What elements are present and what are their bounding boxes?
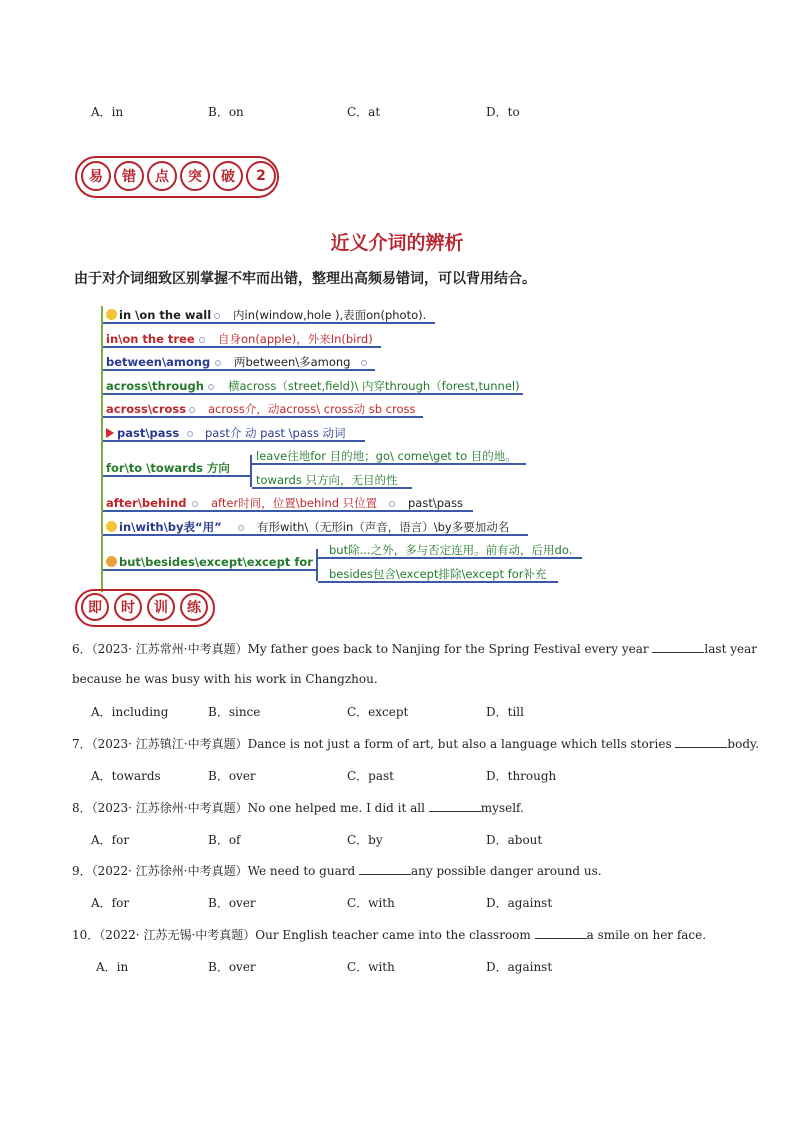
smile-icon bbox=[106, 521, 117, 532]
question-number: 7．（2023· 江苏镇江·中考真题） bbox=[72, 737, 248, 751]
question-number: 8．（2023· 江苏徐州·中考真题） bbox=[72, 801, 248, 815]
badge-char: 破 bbox=[213, 161, 243, 191]
option-d: D．to bbox=[486, 105, 520, 119]
connector-dot bbox=[361, 360, 367, 366]
mindmap-node: across\cross bbox=[106, 402, 187, 416]
branch-line bbox=[103, 416, 423, 418]
question-text: Our English teacher came into the classroom bbox=[255, 928, 535, 942]
option-b: B．of bbox=[208, 833, 241, 847]
mindmap-spine bbox=[101, 306, 103, 592]
option-a: A．for bbox=[91, 833, 130, 847]
option-a: A．in bbox=[91, 105, 124, 119]
question-text: myself. bbox=[480, 801, 524, 815]
connector-dot bbox=[192, 501, 198, 507]
connector-dot bbox=[189, 407, 195, 413]
mindmap-node: after\behind bbox=[106, 496, 187, 510]
badge-char: 点 bbox=[147, 161, 177, 191]
option-a: A．for bbox=[91, 896, 130, 910]
node-description: across介，动across\ cross动 sb cross bbox=[208, 402, 416, 416]
question-6-line2: because he was busy with his work in Changzhou. bbox=[72, 672, 378, 686]
option-b: B．on bbox=[208, 105, 244, 119]
node-label: in\with\by表“用” bbox=[119, 520, 222, 534]
branch-line bbox=[103, 510, 473, 512]
question-text: any possible danger around us. bbox=[410, 864, 602, 878]
question-6 bbox=[72, 640, 757, 657]
answer-blank[interactable] bbox=[359, 863, 411, 875]
option-d: D．through bbox=[486, 769, 557, 783]
smile-icon bbox=[106, 309, 117, 320]
question-number: 6．（2023· 江苏常州·中考真题） bbox=[72, 642, 248, 656]
badge-char: 2 bbox=[246, 161, 276, 191]
option-a: A．in bbox=[96, 960, 129, 974]
option-a: A．towards bbox=[91, 769, 161, 783]
branch-line bbox=[103, 569, 316, 571]
question-text: No one helped me. I did it all bbox=[247, 801, 429, 815]
option-d: D．about bbox=[486, 833, 543, 847]
question-10 bbox=[72, 926, 706, 943]
option-c: C．by bbox=[347, 833, 383, 847]
node-description: besides包含\except排除\except for补充 bbox=[329, 567, 547, 581]
connector-dot bbox=[214, 313, 220, 319]
section-title: 近义介词的辨析 bbox=[330, 232, 464, 254]
branch-line bbox=[103, 475, 251, 477]
node-label: in \on the wall bbox=[119, 308, 212, 322]
branch-line bbox=[103, 534, 528, 536]
mindmap-node: between\among bbox=[106, 355, 211, 369]
option-c: C．except bbox=[347, 705, 409, 719]
connector-dot bbox=[187, 431, 193, 437]
node-description: 有形with\（无形in（声音，语言）\by多要加动名 bbox=[257, 520, 510, 534]
option-c: C．with bbox=[347, 896, 395, 910]
branch-line bbox=[103, 393, 523, 395]
branch-line bbox=[103, 322, 435, 324]
badge-char: 突 bbox=[180, 161, 210, 191]
question-number: 10．（2022· 江苏无锡·中考真题） bbox=[72, 928, 256, 942]
node-description: after时间，位置\behind 只位置 bbox=[211, 496, 378, 510]
option-d: D．against bbox=[486, 896, 553, 910]
question-7 bbox=[72, 735, 759, 752]
mindmap-node: for\to \towards 方向 bbox=[106, 461, 230, 475]
answer-blank[interactable] bbox=[429, 800, 481, 812]
branch-line bbox=[103, 346, 381, 348]
connector-dot bbox=[389, 501, 395, 507]
section-badge-mistakes bbox=[75, 156, 279, 198]
flag-icon bbox=[106, 428, 114, 438]
badge-char: 易 bbox=[81, 161, 111, 191]
question-8 bbox=[72, 799, 524, 816]
option-b: B．over bbox=[208, 960, 256, 974]
node-description: towards 只方向，无目的性 bbox=[256, 473, 398, 487]
node-description: 自身on(apple)，外来In(bird) bbox=[218, 332, 373, 346]
option-a: A．including bbox=[91, 705, 169, 719]
question-text: Dance is not just a form of art, but also a language which tells stories bbox=[247, 737, 676, 751]
branch-line bbox=[252, 463, 526, 465]
node-label: but\besides\except\except for bbox=[119, 555, 313, 569]
mindmap-node: across\through bbox=[106, 379, 204, 393]
answer-blank[interactable] bbox=[675, 736, 727, 748]
branch-fork bbox=[250, 455, 252, 487]
question-text: last year bbox=[704, 642, 757, 656]
badge-char: 即 bbox=[81, 593, 109, 621]
branch-line bbox=[103, 440, 365, 442]
option-b: B．over bbox=[208, 769, 256, 783]
connector-dot bbox=[238, 525, 244, 531]
node-description: past介 动 past \pass 动词 bbox=[205, 426, 346, 440]
answer-blank[interactable] bbox=[652, 641, 704, 653]
answer-blank[interactable] bbox=[535, 927, 587, 939]
option-d: D．till bbox=[486, 705, 524, 719]
question-text: My father goes back to Nanjing for the Spring Festival every year bbox=[247, 642, 653, 656]
badge-char: 错 bbox=[114, 161, 144, 191]
option-c: C．at bbox=[347, 105, 381, 119]
option-c: C．with bbox=[347, 960, 395, 974]
branch-fork bbox=[316, 549, 318, 581]
branch-line bbox=[252, 487, 412, 489]
badge-char: 训 bbox=[147, 593, 175, 621]
section-badge-practice bbox=[75, 589, 215, 627]
badge-char: 时 bbox=[114, 593, 142, 621]
connector-dot bbox=[215, 360, 221, 366]
question-text: body. bbox=[727, 737, 760, 751]
badge-char: 练 bbox=[180, 593, 208, 621]
option-b: B．over bbox=[208, 896, 256, 910]
node-description: past\pass bbox=[408, 496, 464, 510]
connector-dot bbox=[199, 337, 205, 343]
mindmap-node: in\on the tree bbox=[106, 332, 195, 346]
intro-text: 由于对介词细致区别掌握不牢而出错，整理出高频易错词，可以背用结合。 bbox=[74, 271, 536, 287]
face-icon bbox=[106, 556, 117, 567]
branch-line bbox=[318, 581, 558, 583]
branch-line bbox=[103, 369, 375, 371]
node-description: 横across（street,field)\ 内穿through（forest,tunnel) bbox=[228, 379, 520, 393]
connector-dot bbox=[208, 384, 214, 390]
node-label: past\pass bbox=[117, 426, 180, 440]
node-description: but除...之外，多与否定连用。前有动，后用do. bbox=[329, 543, 573, 557]
node-description: 内in(window,hole ),表面on(photo). bbox=[233, 308, 427, 322]
question-text: a smile on her face. bbox=[586, 928, 707, 942]
option-c: C．past bbox=[347, 769, 394, 783]
question-9 bbox=[72, 862, 602, 879]
branch-line bbox=[318, 557, 582, 559]
node-description: 两between\多among bbox=[234, 355, 351, 369]
node-description: leave往地for 目的地；go\ come\get to 目的地。 bbox=[256, 449, 517, 463]
question-number: 9．（2022· 江苏徐州·中考真题） bbox=[72, 864, 248, 878]
question-text: We need to guard bbox=[247, 864, 359, 878]
option-d: D．against bbox=[486, 960, 553, 974]
option-b: B．since bbox=[208, 705, 261, 719]
